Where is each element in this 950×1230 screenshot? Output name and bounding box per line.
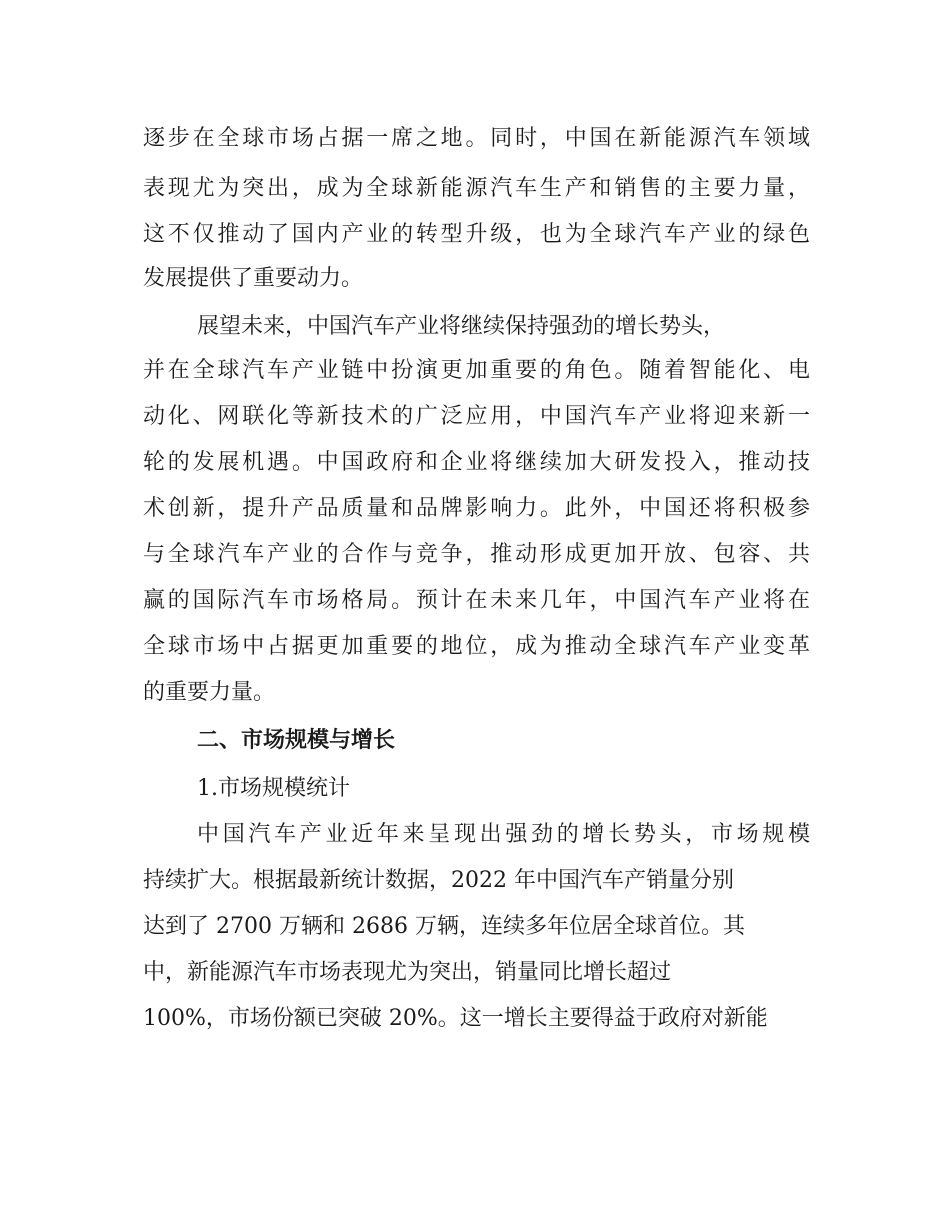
section-heading: 二、市场规模与增长 [197, 728, 396, 753]
subsection-heading: 1.市场规模统计 [197, 776, 350, 801]
paragraph-line: 展望未来，中国汽车产业将继续保持强劲的增长势头， [197, 314, 726, 339]
paragraph-line: 动化、网联化等新技术的广泛应用，中国汽车产业将迎来新一 [143, 404, 810, 429]
paragraph-line: 中，新能源汽车市场表现尤为突出，销量同比增长超过 [143, 960, 672, 985]
paragraph-line: 术创新，提升产品质量和品牌影响力。此外，中国还将积极参 [143, 496, 810, 521]
paragraph-line: 逐步在全球市场占据一席之地。同时，中国在新能源汽车领域 [143, 126, 810, 151]
paragraph-line: 持续扩大。根据最新统计数据，2022 年中国汽车产销量分别 [143, 868, 734, 893]
paragraph-line: 发展提供了重要动力。 [143, 266, 364, 291]
paragraph-line: 的重要力量。 [143, 680, 276, 705]
paragraph-line: 达到了 2700 万辆和 2686 万辆，连续多年位居全球首位。其 [143, 914, 745, 939]
paragraph-line: 与全球汽车产业的合作与竞争，推动形成更加开放、包容、共 [143, 542, 810, 567]
paragraph-line: 中国汽车产业近年来呈现出强劲的增长势头，市场规模 [197, 822, 810, 847]
paragraph-line: 全球市场中占据更加重要的地位，成为推动全球汽车产业变革 [143, 634, 810, 659]
paragraph-line: 并在全球汽车产业链中扮演更加重要的角色。随着智能化、电 [143, 358, 810, 383]
paragraph-line: 表现尤为突出，成为全球新能源汽车生产和销售的主要力量， [143, 176, 810, 201]
paragraph-line: 这不仅推动了国内产业的转型升级，也为全球汽车产业的绿色 [143, 222, 810, 247]
paragraph-line: 100%，市场份额已突破 20%。这一增长主要得益于政府对新能 [143, 1006, 768, 1031]
paragraph-line: 赢的国际汽车市场格局。预计在未来几年，中国汽车产业将在 [143, 588, 810, 613]
paragraph-line: 轮的发展机遇。中国政府和企业将继续加大研发投入，推动技 [143, 450, 810, 475]
